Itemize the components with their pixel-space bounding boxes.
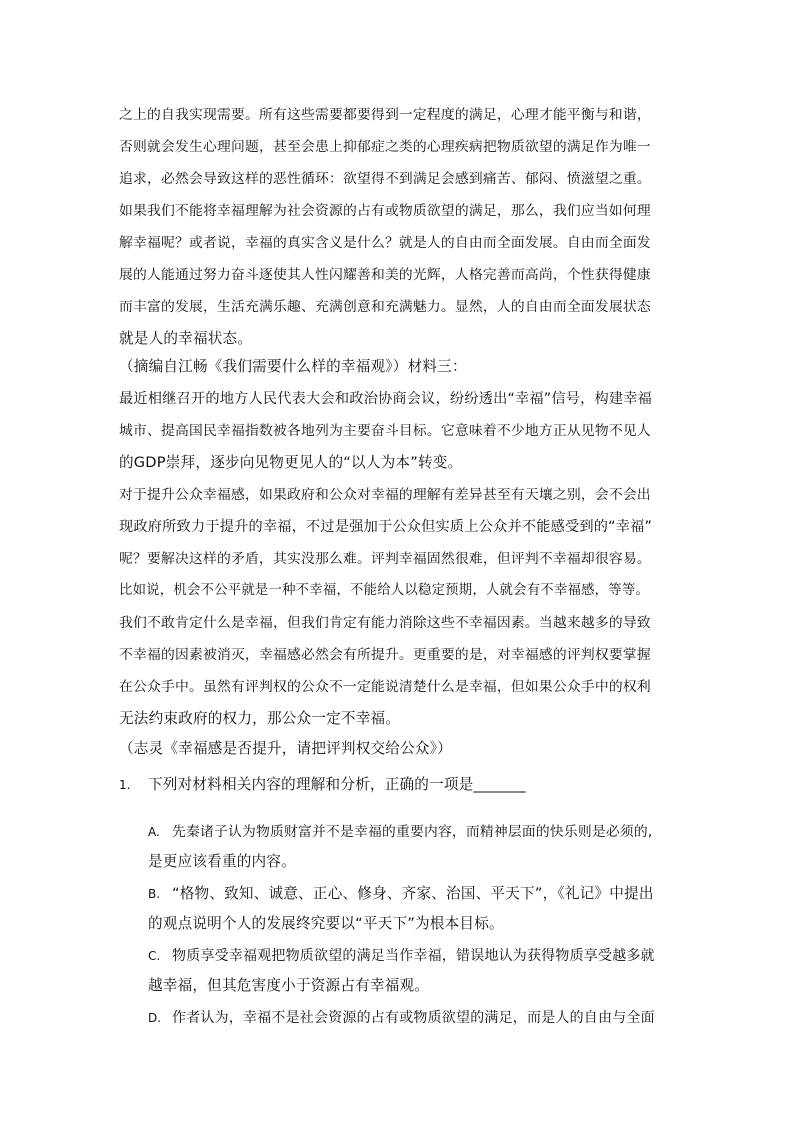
option-label: C. — [148, 949, 161, 963]
passage-line: 就是人的幸福状态。 — [119, 330, 253, 347]
source-citation: （摘编自江畅《我们需要什么样的幸福观》）材料三： — [119, 358, 467, 375]
passage-line: 现政府所致力于提升的幸福，不过是强加于公众但实质上公众并不能感受到的“幸福” — [119, 519, 653, 535]
passage-line: 城市、提高国民幸福指数被各地列为主要奋斗目标。它意味着不少地方正从见物不见人 — [119, 423, 651, 439]
passage-line: 最近相继召开的地方人民代表大会和政治协商会议，纷纷透出“幸福”信号，构建幸福 — [119, 391, 653, 407]
passage-line: 不幸福的因素被消灭，幸福感必然会有所提升。更重要的是，对幸福感的评判权要掌握 — [119, 647, 651, 663]
question-stem: 下列对材料相关内容的理解和分析，正确的一项是_______ — [148, 776, 526, 793]
option-text-continued: 是更应该看重的内容。 — [148, 853, 296, 870]
passage-line: 比如说，机会不公平就是一种不幸福，不能给人以稳定预期，人就会有不幸福感，等等。 — [119, 583, 650, 598]
passage-line: 解幸福呢？或者说，幸福的真实含义是什么？就是人的自由而全面发展。自由而全面发 — [119, 235, 651, 251]
passage-line: 对于提升公众幸福感，如果政府和公众对幸福的理解有差异甚至有天壤之别，会不会出 — [119, 487, 651, 503]
passage-line: 我们不敢肯定什么是幸福，但我们肯定有能力消除这些不幸福因素。当越来越多的导致 — [119, 615, 651, 631]
option-label: B. — [148, 887, 161, 901]
option-text-continued: 越幸福，但其危害度小于资源占有幸福观。 — [148, 977, 430, 994]
option-text: 物质享受幸福观把物质欲望的满足当作幸福，错误地认为获得物质享受越多就 — [172, 948, 655, 964]
option-text-continued: 的观点说明个人的发展终究要以“平天下”为根本目标。 — [148, 915, 504, 932]
option-text: 先秦诸子认为物质财富并不是幸福的重要内容，而精神层面的快乐则是必须的, — [172, 824, 653, 840]
passage-line: 的GDP崇拜，逐步向见物更见人的“以人为本”转变。 — [119, 454, 463, 471]
source-citation: （志灵《幸福感是否提升，请把评判权交给公众》） — [119, 740, 452, 757]
passage-line: 否则就会发生心理问题，甚至会患上抑郁症之类的心理疾病把物质欲望的满足作为唯一 — [119, 139, 651, 155]
passage-line: 之上的自我实现需要。所有这些需要都要得到一定程度的满足，心理才能平衡与和谐， — [119, 107, 651, 123]
passage-line: 而丰富的发展，生活充满乐趣、充满创意和充满魅力。显然，人的自由而全面发展状态 — [119, 299, 651, 315]
question-number: 1. — [119, 778, 131, 792]
passage-line: 如果我们不能将幸福理解为社会资源的占有或物质欲望的满足，那么，我们应当如何理 — [119, 203, 651, 219]
option-text: 作者认为，幸福不是社会资源的占有或物质欲望的满足，而是人的自由与全面 — [172, 1010, 655, 1026]
passage-line: 呢？要解决这样的矛盾，其实没那么难。评判幸福固然很难，但评判不幸福却很容易。 — [119, 551, 651, 567]
passage-line: 追求，必然会导致这样的恶性循环：欲望得不到满足会感到痛苦、郁闷、愤滋望之重。 — [119, 171, 651, 187]
option-label: D. — [148, 1011, 162, 1025]
passage-line: 在公众手中。虽然有评判权的公众不一定能说清楚什么是幸福，但如果公众手中的权利 — [119, 679, 651, 695]
option-label: A. — [148, 825, 160, 839]
option-text: “格物、致知、诚意、正心、修身、齐家、治国、平天下”，《礼记》中提出 — [172, 885, 654, 902]
passage-line: 展的人能通过努力奋斗逐使其人性闪耀善和美的光辉，人格完善而高尚，个性获得健康 — [119, 267, 651, 283]
passage-line: 无法约束政府的权力，那公众一定不幸福。 — [119, 710, 401, 727]
